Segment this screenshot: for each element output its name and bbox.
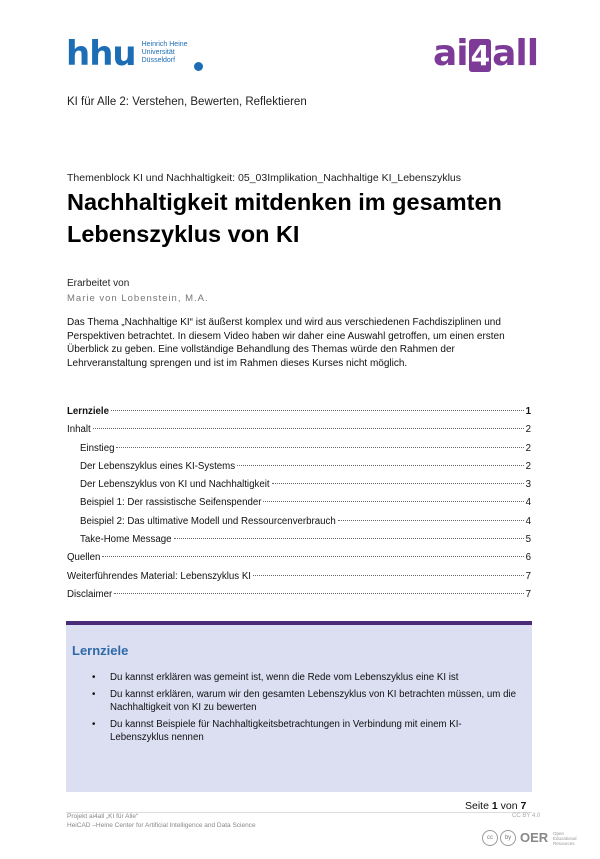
toc-entry-page: 6 [525,552,531,564]
page-number [465,800,526,812]
learning-goals-box [66,621,532,792]
toc-leader-dots [174,538,524,539]
toc-entry-page: 4 [525,497,531,509]
toc-entry-page: 2 [525,442,531,454]
page-label: Seite [465,800,489,812]
ai4all-logo-four: 4 [470,39,490,72]
toc-entry-label: Der Lebenszyklus von KI und Nachhaltigkeit [80,479,270,491]
toc-leader-dots [102,556,523,557]
topic-breadcrumb: Themenblock KI und Nachhaltigkeit: 05_03Implikation_Nachhaltige KI_Lebenszyklus [67,172,461,184]
ai4all-logo-all: all [492,33,539,74]
toc-leader-dots [237,465,524,466]
hhu-name-line: Heinrich Heine [141,41,188,48]
learning-goals-list [92,671,517,748]
toc-entry[interactable] [67,443,531,461]
hhu-logo-mark: hhu [66,34,136,74]
hhu-name-line: Universität [141,49,175,56]
toc-leader-dots [253,575,524,576]
toc-entry[interactable] [67,461,531,479]
ai4all-logo-ai: ai [433,33,468,74]
toc-entry-page: 7 [525,570,531,582]
toc-leader-dots [93,428,524,429]
list-item [92,688,517,714]
toc-entry-label: Inhalt [67,424,91,436]
hhu-name-line: Düsseldorf [141,57,176,64]
toc-entry[interactable] [67,571,531,589]
toc-entry-label: Einstieg [80,442,115,454]
page-of: von [500,800,518,812]
page-current: 1 [491,800,498,812]
toc-entry-label: Quellen [67,552,101,564]
hhu-logo-text [142,41,188,65]
by-icon: by [500,830,516,846]
toc-entry-label: Der Lebenszyklus eines KI-Systems [80,460,236,472]
toc-leader-dots [263,501,523,502]
footer-institute: HeiCAD –Heine Center for Artificial Intelligence and Data Science [67,822,256,829]
footer-project: Projekt ai4all „KI für Alle“ [67,813,139,820]
toc-entry[interactable] [67,424,531,442]
toc-entry-label: Disclaimer [67,588,113,600]
bullet-icon: • [92,719,96,730]
toc-entry-page: 7 [525,588,531,600]
toc-leader-dots [111,410,524,411]
list-item [92,671,517,684]
toc-entry[interactable] [67,589,531,607]
toc-entry[interactable] [67,552,531,570]
toc-entry[interactable] [67,534,531,552]
toc-entry-page: 1 [525,406,531,417]
toc-entry[interactable] [67,497,531,515]
license-label: CC BY 4.0 [512,813,541,819]
toc-entry-page: 5 [525,534,531,546]
author-name: Marie von Lobenstein, M.A. [67,293,209,304]
hhu-logo [66,34,188,74]
toc-entry[interactable] [67,516,531,534]
goal-text: Du kannst Beispiele für Nachhaltigkeitsbetrachtungen in Verbindung mit einem KI-Lebenszyklus nennen [110,719,462,743]
hhu-logo-dot [194,62,203,71]
toc-entry-page: 2 [525,424,531,436]
cc-license-badge[interactable] [482,830,516,846]
table-of-contents [67,406,531,607]
intro-paragraph: Das Thema „Nachhaltige KI“ ist äußerst komplex und wird aus verschiedenen Fachdisziplinen und Perspektiven betrachtet. In diesem Video haben wir daher eine Auswahl getroffen, um einen ersten Überblick zu geben. Eine vollständige Behandlung des Themas würde den Rahmen der Lehrveranstaltung sprengen und ist im Rahmen dieses Kurses nicht möglich. [67,317,505,369]
toc-entry-label: Beispiel 1: Der rassistische Seifenspender [80,497,262,509]
oer-logo: OER [520,830,549,845]
toc-entry[interactable] [67,479,531,497]
toc-entry-label: Weiterführendes Material: Lebenszyklus KI [67,570,251,582]
toc-entry-label: Beispiel 2: Das ultimative Modell und Ressourcenverbrauch [80,515,336,527]
toc-leader-dots [272,483,524,484]
toc-entry[interactable] [67,406,531,424]
bullet-icon: • [92,689,96,700]
bullet-icon: • [92,672,96,683]
toc-entry-label: Take-Home Message [80,534,172,546]
author-label: Erarbeitet von [67,278,130,289]
list-item [92,718,517,744]
cc-icon: cc [482,830,498,846]
course-title: KI für Alle 2: Verstehen, Bewerten, Reflektieren [67,96,307,108]
toc-entry-page: 2 [525,460,531,472]
toc-leader-dots [114,593,523,594]
document-title: Nachhaltigkeit mitdenken im gesamten Lebenszyklus von KI [67,189,502,247]
ai4all-logo [433,34,538,76]
page-total: 7 [520,800,527,812]
oer-logo-text: Open Educational Resources [553,831,577,846]
learning-goals-title: Lernziele [72,643,129,658]
toc-entry-page: 4 [525,515,531,527]
toc-entry-page: 3 [525,479,531,491]
toc-entry-label: Lernziele [67,406,109,417]
goal-text: Du kannst erklären, warum wir den gesamten Lebenszyklus von KI betrachten müssen, um die Nachhaltigkeit von KI zu bewerten [110,689,516,713]
toc-leader-dots [338,520,524,521]
toc-leader-dots [116,447,523,448]
goal-text: Du kannst erklären was gemeint ist, wenn die Rede vom Lebenszyklus eine KI ist [110,672,459,683]
